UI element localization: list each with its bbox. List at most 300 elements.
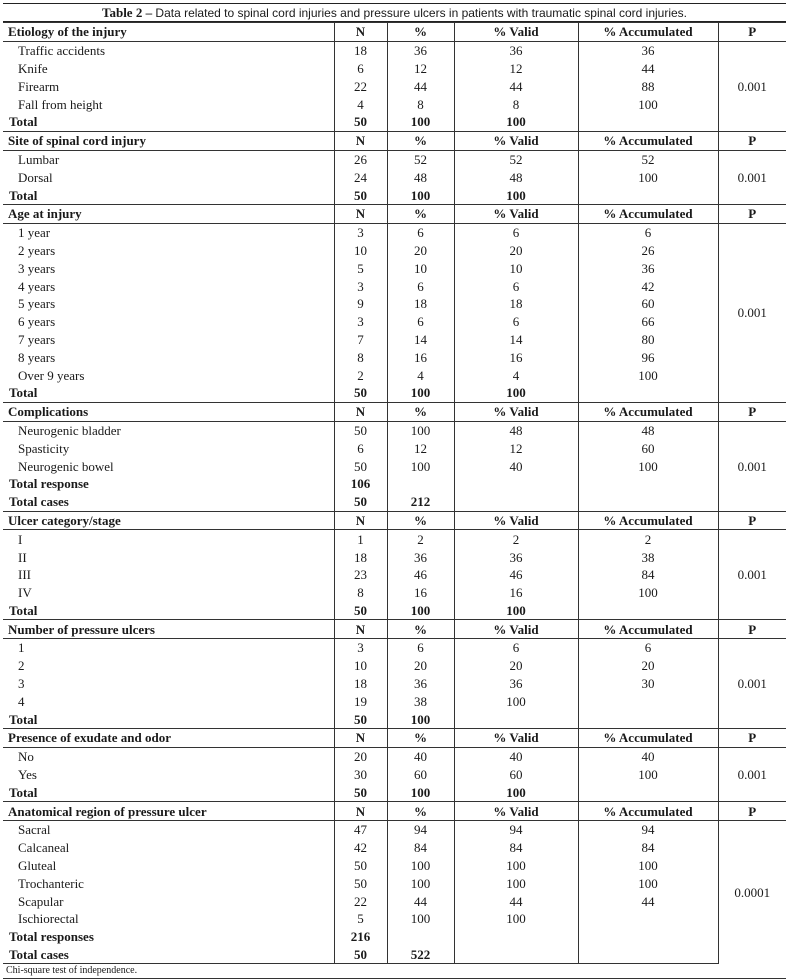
total-row	[3, 946, 786, 964]
total-label: Total	[9, 187, 38, 203]
cell-n: 50	[334, 857, 387, 875]
cell-n: 23	[334, 566, 387, 584]
cell-pct: 44	[387, 77, 454, 95]
row-label: II	[18, 549, 27, 565]
cell-acc: 26	[578, 242, 718, 260]
cell-valid: 6	[454, 223, 578, 241]
cell-pct: 40	[387, 747, 454, 765]
cell-n: 10	[334, 657, 387, 675]
row-label: Calcaneal	[18, 840, 70, 856]
cell-acc: 60	[578, 439, 718, 457]
column-header: P	[718, 511, 786, 530]
cell-valid: 36	[454, 675, 578, 693]
total-cell-pct: 100	[387, 602, 454, 620]
column-header: P	[718, 402, 786, 421]
cell-acc: 38	[578, 548, 718, 566]
total-cell-valid: 100	[454, 113, 578, 131]
column-header: % Accumulated	[578, 131, 718, 150]
p-value: 0.001	[718, 150, 786, 204]
p-value: 0.001	[718, 41, 786, 131]
cell-pct: 44	[387, 892, 454, 910]
column-header: %	[387, 131, 454, 150]
cell-valid: 100	[454, 910, 578, 928]
data-table	[3, 3, 786, 964]
total-label: Total response	[9, 476, 89, 492]
cell-pct: 18	[387, 295, 454, 313]
cell-valid: 94	[454, 821, 578, 839]
total-cell-valid	[454, 710, 578, 728]
cell-n: 9	[334, 295, 387, 313]
total-cell-valid	[454, 928, 578, 946]
table-row	[3, 60, 786, 78]
total-cell-pct: 100	[387, 783, 454, 801]
cell-acc: 88	[578, 77, 718, 95]
total-cell-acc	[578, 493, 718, 511]
total-cell-n: 50	[334, 113, 387, 131]
column-header: %	[387, 802, 454, 821]
cell-pct: 6	[387, 223, 454, 241]
table-row	[3, 857, 786, 875]
table-row	[3, 168, 786, 186]
cell-acc: 6	[578, 223, 718, 241]
row-label: 2 years	[18, 242, 56, 258]
cell-valid: 12	[454, 60, 578, 78]
row-label: 1 year	[18, 225, 51, 241]
cell-pct: 60	[387, 766, 454, 784]
column-header: N	[334, 204, 387, 223]
row-label: 4	[18, 693, 25, 709]
cell-n: 20	[334, 747, 387, 765]
cell-valid: 20	[454, 657, 578, 675]
cell-pct: 20	[387, 242, 454, 260]
total-cell-pct: 522	[387, 946, 454, 964]
cell-valid: 44	[454, 892, 578, 910]
column-header: % Accumulated	[578, 402, 718, 421]
table-row	[3, 439, 786, 457]
column-header: % Valid	[454, 402, 578, 421]
cell-n: 4	[334, 95, 387, 113]
row-label: I	[18, 531, 23, 547]
column-header: N	[334, 511, 387, 530]
total-cell-pct	[387, 928, 454, 946]
total-cell-n: 50	[334, 602, 387, 620]
cell-valid: 16	[454, 348, 578, 366]
cell-valid: 2	[454, 530, 578, 548]
cell-pct: 14	[387, 331, 454, 349]
column-header: P	[718, 620, 786, 639]
table-row	[3, 348, 786, 366]
table-row	[3, 692, 786, 710]
p-value: 0.0001	[718, 821, 786, 964]
cell-pct: 12	[387, 439, 454, 457]
row-label: 3	[18, 676, 25, 692]
cell-pct: 16	[387, 584, 454, 602]
total-cell-n: 50	[334, 783, 387, 801]
cell-n: 8	[334, 348, 387, 366]
cell-acc: 100	[578, 874, 718, 892]
total-cell-valid: 100	[454, 602, 578, 620]
column-header: %	[387, 620, 454, 639]
total-cell-acc	[578, 475, 718, 493]
total-cell-acc	[578, 928, 718, 946]
total-cell-valid: 100	[454, 783, 578, 801]
cell-pct: 36	[387, 675, 454, 693]
column-header: % Valid	[454, 802, 578, 821]
cell-n: 42	[334, 839, 387, 857]
cell-n: 47	[334, 821, 387, 839]
cell-pct: 12	[387, 60, 454, 78]
cell-n: 1	[334, 530, 387, 548]
row-label: 8 years	[18, 349, 56, 365]
cell-acc	[578, 692, 718, 710]
cell-pct: 4	[387, 366, 454, 384]
cell-pct: 2	[387, 530, 454, 548]
table-row	[3, 821, 786, 839]
cell-acc: 36	[578, 41, 718, 59]
column-header: %	[387, 402, 454, 421]
section-header-row	[3, 23, 786, 42]
cell-pct: 100	[387, 457, 454, 475]
table-row	[3, 892, 786, 910]
cell-pct: 100	[387, 874, 454, 892]
row-label: 1	[18, 640, 25, 656]
column-header: P	[718, 729, 786, 748]
total-cell-n: 50	[334, 493, 387, 511]
cell-n: 3	[334, 639, 387, 657]
cell-pct: 8	[387, 95, 454, 113]
row-label: Dorsal	[18, 169, 53, 185]
column-header: P	[718, 131, 786, 150]
total-label: Total responses	[9, 929, 94, 945]
total-row	[3, 928, 786, 946]
row-label: Over 9 years	[18, 367, 85, 383]
cell-acc: 48	[578, 421, 718, 439]
cell-n: 22	[334, 77, 387, 95]
cell-n: 18	[334, 41, 387, 59]
column-header: % Accumulated	[578, 620, 718, 639]
section-title: Ulcer category/stage	[3, 511, 334, 530]
cell-valid: 40	[454, 747, 578, 765]
section-title: Number of pressure ulcers	[3, 620, 334, 639]
row-label: IV	[18, 585, 32, 601]
cell-acc	[578, 910, 718, 928]
cell-n: 5	[334, 259, 387, 277]
table-row	[3, 259, 786, 277]
column-header: % Accumulated	[578, 204, 718, 223]
cell-acc: 100	[578, 168, 718, 186]
cell-pct: 36	[387, 41, 454, 59]
total-cell-pct: 100	[387, 710, 454, 728]
cell-n: 26	[334, 150, 387, 168]
cell-valid: 36	[454, 41, 578, 59]
column-header: %	[387, 729, 454, 748]
cell-pct: 94	[387, 821, 454, 839]
cell-n: 2	[334, 366, 387, 384]
caption-text: Data related to spinal cord injuries and pressure ulcers in patients with traumatic spinal cord injuries.	[152, 6, 688, 20]
table-row	[3, 747, 786, 765]
row-label: Ischiorectal	[18, 911, 79, 927]
cell-n: 50	[334, 421, 387, 439]
row-label: Lumbar	[18, 151, 60, 167]
total-label: Total	[9, 385, 38, 401]
cell-acc: 100	[578, 95, 718, 113]
cell-valid: 48	[454, 168, 578, 186]
total-cell-pct: 100	[387, 186, 454, 204]
total-cell-n: 50	[334, 710, 387, 728]
column-header: P	[718, 23, 786, 42]
table-row	[3, 584, 786, 602]
cell-pct: 6	[387, 277, 454, 295]
row-label: Yes	[18, 767, 37, 783]
p-value: 0.001	[718, 421, 786, 511]
cell-acc: 44	[578, 60, 718, 78]
row-label: Gluteal	[18, 858, 57, 874]
cell-valid: 40	[454, 457, 578, 475]
total-cell-acc	[578, 113, 718, 131]
row-label: Scapular	[18, 893, 64, 909]
cell-pct: 10	[387, 259, 454, 277]
row-label: Trochanteric	[18, 875, 84, 891]
cell-acc: 44	[578, 892, 718, 910]
row-label: 3 years	[18, 260, 56, 276]
column-header: N	[334, 802, 387, 821]
cell-n: 24	[334, 168, 387, 186]
total-cell-n: 50	[334, 946, 387, 964]
total-cell-valid	[454, 493, 578, 511]
cell-n: 7	[334, 331, 387, 349]
column-header: N	[334, 729, 387, 748]
table-row	[3, 242, 786, 260]
table-row	[3, 910, 786, 928]
cell-valid: 12	[454, 439, 578, 457]
section-title: Complications	[3, 402, 334, 421]
total-label: Total cases	[3, 946, 334, 964]
cell-valid: 6	[454, 277, 578, 295]
cell-valid: 16	[454, 584, 578, 602]
row-label: Firearm	[18, 78, 60, 94]
total-label: Total	[9, 711, 38, 727]
cell-n: 6	[334, 60, 387, 78]
cell-pct: 16	[387, 348, 454, 366]
cell-valid: 84	[454, 839, 578, 857]
cell-pct: 38	[387, 692, 454, 710]
cell-acc: 100	[578, 857, 718, 875]
column-header: P	[718, 204, 786, 223]
cell-n: 6	[334, 439, 387, 457]
p-value: 0.001	[718, 639, 786, 729]
cell-n: 50	[334, 874, 387, 892]
cell-acc: 36	[578, 259, 718, 277]
cell-n: 22	[334, 892, 387, 910]
total-label: Total	[9, 114, 38, 130]
total-cell-acc	[578, 783, 718, 801]
cell-pct: 20	[387, 657, 454, 675]
cell-acc: 100	[578, 584, 718, 602]
row-label: Spasticity	[18, 440, 70, 456]
column-header: % Valid	[454, 131, 578, 150]
cell-valid: 4	[454, 366, 578, 384]
table-caption	[3, 3, 786, 22]
cell-valid: 46	[454, 566, 578, 584]
table-row	[3, 766, 786, 784]
table-row	[3, 95, 786, 113]
cell-pct: 46	[387, 566, 454, 584]
cell-pct: 100	[387, 910, 454, 928]
column-header: N	[334, 402, 387, 421]
total-cell-valid: 100	[454, 384, 578, 402]
cell-acc: 42	[578, 277, 718, 295]
total-row	[3, 186, 786, 204]
total-row	[3, 113, 786, 131]
cell-acc: 66	[578, 313, 718, 331]
total-cell-pct	[387, 475, 454, 493]
table-container	[3, 3, 786, 979]
cell-acc: 84	[578, 566, 718, 584]
cell-n: 18	[334, 548, 387, 566]
cell-n: 3	[334, 277, 387, 295]
section-header-row	[3, 131, 786, 150]
total-cell-n: 106	[334, 475, 387, 493]
total-cell-n: 216	[334, 928, 387, 946]
column-header: P	[718, 802, 786, 821]
row-label: Traffic accidents	[18, 43, 106, 59]
table-body	[3, 23, 786, 964]
column-header: N	[334, 23, 387, 42]
row-label: 2	[18, 658, 25, 674]
column-header: %	[387, 204, 454, 223]
section-title: Etiology of the injury	[3, 23, 334, 42]
cell-valid: 44	[454, 77, 578, 95]
cell-n: 5	[334, 910, 387, 928]
cell-n: 3	[334, 223, 387, 241]
column-header: % Valid	[454, 729, 578, 748]
cell-n: 30	[334, 766, 387, 784]
cell-n: 10	[334, 242, 387, 260]
row-label: 6 years	[18, 314, 56, 330]
table-row	[3, 874, 786, 892]
section-title: Presence of exudate and odor	[3, 729, 334, 748]
cell-pct: 36	[387, 548, 454, 566]
cell-acc: 52	[578, 150, 718, 168]
row-label: Neurogenic bladder	[18, 422, 121, 438]
column-header: % Valid	[454, 511, 578, 530]
column-header: % Accumulated	[578, 23, 718, 42]
total-cell-valid	[454, 946, 578, 964]
column-header: % Accumulated	[578, 802, 718, 821]
table-row	[3, 277, 786, 295]
row-label: No	[18, 749, 34, 765]
row-label: Neurogenic bowel	[18, 458, 114, 474]
total-cell-n: 50	[334, 384, 387, 402]
cell-n: 50	[334, 457, 387, 475]
table-row	[3, 639, 786, 657]
cell-acc: 6	[578, 639, 718, 657]
cell-pct: 100	[387, 857, 454, 875]
cell-n: 19	[334, 692, 387, 710]
cell-acc: 30	[578, 675, 718, 693]
cell-acc: 80	[578, 331, 718, 349]
table-row	[3, 150, 786, 168]
table-row	[3, 313, 786, 331]
cell-n: 3	[334, 313, 387, 331]
cell-valid: 100	[454, 857, 578, 875]
cell-valid: 36	[454, 548, 578, 566]
total-cell-acc	[578, 946, 718, 964]
cell-pct: 100	[387, 421, 454, 439]
total-row	[3, 475, 786, 493]
table-row	[3, 675, 786, 693]
row-label: III	[18, 567, 31, 583]
cell-valid: 18	[454, 295, 578, 313]
table-row	[3, 457, 786, 475]
section-header-row	[3, 511, 786, 530]
total-cell-pct: 100	[387, 384, 454, 402]
cell-acc: 100	[578, 366, 718, 384]
cell-acc: 20	[578, 657, 718, 675]
total-label: Total	[9, 784, 38, 800]
cell-pct: 6	[387, 639, 454, 657]
table-row	[3, 331, 786, 349]
table-footnote: Chi-square test of independence.	[3, 964, 786, 979]
cell-acc: 96	[578, 348, 718, 366]
row-label: Sacral	[18, 822, 51, 838]
table-row	[3, 421, 786, 439]
section-header-row	[3, 802, 786, 821]
total-cell-n: 50	[334, 186, 387, 204]
section-header-row	[3, 204, 786, 223]
cell-valid: 8	[454, 95, 578, 113]
cell-valid: 100	[454, 874, 578, 892]
cell-acc: 40	[578, 747, 718, 765]
caption-label: Table 2 –	[101, 5, 153, 20]
total-cell-acc	[578, 602, 718, 620]
column-header: N	[334, 620, 387, 639]
column-header: % Valid	[454, 23, 578, 42]
section-title: Anatomical region of pressure ulcer	[3, 802, 334, 821]
p-value: 0.001	[718, 223, 786, 402]
section-header-row	[3, 402, 786, 421]
cell-acc: 2	[578, 530, 718, 548]
cell-acc: 84	[578, 839, 718, 857]
table-row	[3, 657, 786, 675]
row-label: 7 years	[18, 331, 56, 347]
total-cell-pct: 100	[387, 113, 454, 131]
cell-valid: 100	[454, 692, 578, 710]
section-title: Site of spinal cord injury	[3, 131, 334, 150]
cell-acc: 94	[578, 821, 718, 839]
total-cell-acc	[578, 710, 718, 728]
section-header-row	[3, 620, 786, 639]
column-header: % Valid	[454, 620, 578, 639]
table-row	[3, 223, 786, 241]
total-cell-valid	[454, 475, 578, 493]
section-header-row	[3, 729, 786, 748]
column-header: %	[387, 511, 454, 530]
total-row	[3, 384, 786, 402]
table-row	[3, 566, 786, 584]
total-cell-valid: 100	[454, 186, 578, 204]
cell-valid: 52	[454, 150, 578, 168]
table-row	[3, 548, 786, 566]
total-row	[3, 783, 786, 801]
cell-valid: 6	[454, 639, 578, 657]
column-header: % Valid	[454, 204, 578, 223]
p-value: 0.001	[718, 747, 786, 801]
cell-valid: 20	[454, 242, 578, 260]
total-row	[3, 493, 786, 511]
cell-acc: 60	[578, 295, 718, 313]
total-cell-acc	[578, 186, 718, 204]
